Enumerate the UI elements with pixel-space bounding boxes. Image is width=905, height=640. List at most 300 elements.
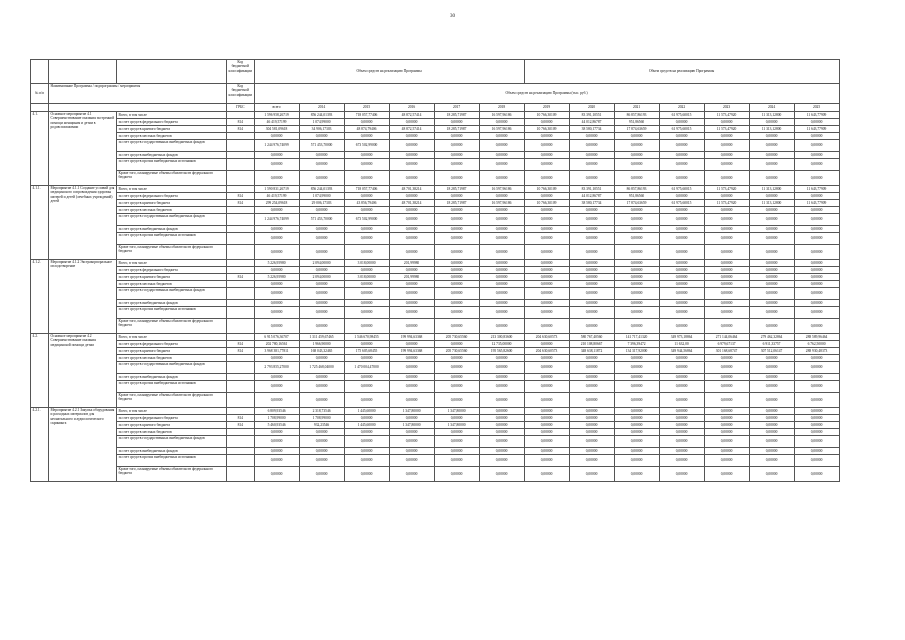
amount-cell: 0,00000 <box>524 408 569 415</box>
amount-cell: 0,00000 <box>389 448 434 455</box>
amount-cell: 0,00000 <box>524 207 569 214</box>
funding-source: за счет средств внебюджетных фондов <box>117 374 227 381</box>
amount-cell: 0,00000 <box>299 171 344 186</box>
amount-cell: 0,00000 <box>254 355 299 362</box>
amount-cell: 0,00000 <box>794 415 839 422</box>
grbs-code <box>227 393 255 408</box>
funding-source: за счет средств местных бюджетов <box>117 207 227 214</box>
grbs-code <box>227 408 255 415</box>
amount-cell: 0,00000 <box>704 408 749 415</box>
amount-cell: 3 018,00000 <box>344 274 389 281</box>
amount-cell: 0,00000 <box>344 171 389 186</box>
amount-cell: 0,00000 <box>794 448 839 455</box>
table-row <box>31 133 840 140</box>
amount-cell: 46 419,57199 <box>254 193 299 200</box>
amount-cell: 0,00000 <box>524 307 569 319</box>
amount-cell: 0,00000 <box>524 260 569 267</box>
grbs-code <box>227 429 255 436</box>
amount-cell: 0,00000 <box>614 152 659 159</box>
funding-source: за счет средств внебюджетных фондов <box>117 300 227 307</box>
amount-cell: 0,00000 <box>794 140 839 152</box>
amount-cell: 201,99980 <box>389 274 434 281</box>
amount-cell: 0,00000 <box>524 274 569 281</box>
amount-cell: 199 994,63368 <box>389 334 434 341</box>
amount-cell: 204 630,60573 <box>524 348 569 355</box>
amount-cell: 0,00000 <box>389 214 434 226</box>
amount-cell: 0,00000 <box>749 448 794 455</box>
amount-cell: 0,00000 <box>434 274 479 281</box>
amount-cell: 0,00000 <box>344 319 389 334</box>
amount-cell: 0,00000 <box>479 171 524 186</box>
amount-cell: 0,00000 <box>479 408 524 415</box>
table-row <box>31 300 840 307</box>
amount-cell: 0,00000 <box>749 374 794 381</box>
amount-cell: 0,00000 <box>794 408 839 415</box>
amount-cell: 48 874,79406 <box>344 126 389 133</box>
table-row <box>31 126 840 133</box>
funding-source: за счет средств государственных внебюджетных фондов <box>117 436 227 448</box>
table-row <box>31 467 840 482</box>
amount-cell: 168 043,32465 <box>299 348 344 355</box>
amount-cell: 0,00000 <box>434 152 479 159</box>
amount-cell: 0,00000 <box>749 408 794 415</box>
amount-cell: 10 766,30109 <box>524 200 569 207</box>
amount-cell: 43 856,79406 <box>344 200 389 207</box>
funding-source: Всего, в том числе <box>117 408 227 415</box>
amount-cell: 0,00000 <box>479 260 524 267</box>
amount-cell: 0,00000 <box>794 288 839 300</box>
amount-cell: 0,00000 <box>704 381 749 393</box>
amount-cell: 0,00000 <box>794 119 839 126</box>
amount-cell: 1 311 459,67465 <box>299 334 344 341</box>
item-number: 4.2. <box>31 334 49 408</box>
amount-cell: 0,00000 <box>704 300 749 307</box>
amount-cell: 0,00000 <box>524 159 569 171</box>
table-row <box>31 448 840 455</box>
amount-cell: 0,00000 <box>704 422 749 429</box>
amount-cell: 11 643,77909 <box>794 112 839 119</box>
amount-cell: 0,00000 <box>434 307 479 319</box>
amount-cell: 0,00000 <box>479 267 524 274</box>
amount-cell: 10 766,30109 <box>524 112 569 119</box>
amount-cell: 0,00000 <box>344 436 389 448</box>
amount-cell: 0,00000 <box>434 429 479 436</box>
amount-cell: 210 108,80667 <box>569 341 614 348</box>
amount-cell: 0,00000 <box>434 245 479 260</box>
amount-cell: 0,00000 <box>344 307 389 319</box>
amount-cell: 0,00000 <box>479 429 524 436</box>
amount-cell: 0,00000 <box>524 422 569 429</box>
amount-cell: 0,00000 <box>344 159 389 171</box>
funding-source: за счет средств местных бюджетов <box>117 429 227 436</box>
amount-cell: 0,00000 <box>389 171 434 186</box>
amount-cell: 307 512,06147 <box>749 348 794 355</box>
amount-cell: 0,00000 <box>749 226 794 233</box>
amount-cell: 0,00000 <box>434 214 479 226</box>
amount-cell: 18 285,71987 <box>434 200 479 207</box>
amount-cell: 175 605,68455 <box>344 348 389 355</box>
grbs-code <box>227 448 255 455</box>
amount-cell: 0,00000 <box>614 245 659 260</box>
amount-cell: 304 581,09618 <box>254 126 299 133</box>
amount-cell: 0,00000 <box>389 226 434 233</box>
amount-cell: 0,00000 <box>794 381 839 393</box>
amount-cell: 0,00000 <box>434 193 479 200</box>
amount-cell: 0,00000 <box>479 415 524 422</box>
amount-cell: 0,00000 <box>344 415 389 422</box>
amount-cell: 0,00000 <box>389 207 434 214</box>
amount-cell: 0,00000 <box>299 355 344 362</box>
amount-cell: 18 285,71987 <box>434 186 479 193</box>
amount-cell: 0,00000 <box>704 436 749 448</box>
table-row <box>31 152 840 159</box>
amount-cell: 0,00000 <box>524 467 569 482</box>
amount-cell: 1 074,99000 <box>299 193 344 200</box>
table-row <box>31 355 840 362</box>
amount-cell: 1 966,90000 <box>299 341 344 348</box>
amount-cell: 0,00000 <box>614 381 659 393</box>
grbs-code: 814 <box>227 348 255 355</box>
amount-cell: 0,00000 <box>794 429 839 436</box>
amount-cell: 0,00000 <box>659 374 704 381</box>
amount-cell: 61 975,60015 <box>659 200 704 207</box>
amount-cell: 11 573,47920 <box>704 112 749 119</box>
table-row <box>31 288 840 300</box>
amount-cell: 0,00000 <box>344 267 389 274</box>
funding-source: за счет средств внебюджетных фондов <box>117 226 227 233</box>
amount-cell: 0,00000 <box>704 133 749 140</box>
amount-cell: 0,00000 <box>659 274 704 281</box>
grbs-code: 814 <box>227 415 255 422</box>
amount-cell: 0,00000 <box>749 260 794 267</box>
grbs-code: 814 <box>227 193 255 200</box>
table-row <box>31 159 840 171</box>
amount-cell: 0,00000 <box>614 300 659 307</box>
item-name: Мероприятие 4.1.2 Экстракорпоральное оплодотворение <box>49 260 117 334</box>
budget-table <box>30 59 840 482</box>
amount-cell: 0,00000 <box>389 355 434 362</box>
amount-cell: 0,00000 <box>749 152 794 159</box>
amount-cell: 0,00000 <box>389 300 434 307</box>
table-row <box>31 381 840 393</box>
table-row <box>31 245 840 260</box>
amount-cell: 61 975,60015 <box>659 112 704 119</box>
amount-cell: 0,00000 <box>704 455 749 467</box>
amount-cell: 6 979,67137 <box>704 341 749 348</box>
amount-cell: 0,00000 <box>569 260 614 267</box>
amount-cell: 141 717,41320 <box>614 334 659 341</box>
amount-cell: 0,00000 <box>524 233 569 245</box>
funding-source: за счет средств государственных внебюджетных фондов <box>117 288 227 300</box>
funding-source: за счет средств федерального бюджета <box>117 193 227 200</box>
amount-cell: 0,00000 <box>614 233 659 245</box>
table-row <box>31 348 840 355</box>
amount-cell: 0,00000 <box>299 133 344 140</box>
amount-cell: 11 573,47920 <box>704 186 749 193</box>
amount-cell: 0,00000 <box>389 140 434 152</box>
header-row-years <box>31 104 840 112</box>
amount-cell: 18 285,71987 <box>434 112 479 119</box>
amount-cell: 0,00000 <box>479 355 524 362</box>
amount-cell: 0,00000 <box>659 455 704 467</box>
amount-cell: 0,00000 <box>749 140 794 152</box>
amount-cell: 0,00000 <box>344 133 389 140</box>
amount-cell: 0,00000 <box>614 467 659 482</box>
amount-cell: 0,00000 <box>344 355 389 362</box>
amount-cell: 0,00000 <box>524 319 569 334</box>
amount-cell: 0,00000 <box>524 119 569 126</box>
amount-cell: 0,00000 <box>659 436 704 448</box>
amount-cell: 0,00000 <box>299 381 344 393</box>
amount-cell: 0,00000 <box>389 281 434 288</box>
amount-cell: 1 445,60000 <box>344 408 389 415</box>
amount-cell: 0,00000 <box>524 393 569 408</box>
amount-cell: 348 638,11872 <box>569 348 614 355</box>
amount-cell: 271 144,06464 <box>704 334 749 341</box>
grbs-code <box>227 233 255 245</box>
table-row <box>31 415 840 422</box>
amount-cell: 0,00000 <box>479 159 524 171</box>
amount-cell: 0,00000 <box>524 362 569 374</box>
amount-cell: 0,00000 <box>299 226 344 233</box>
amount-cell: 0,00000 <box>659 307 704 319</box>
funding-source: Кроме того, планируемые объемы обязательств федерального бюджета <box>117 393 227 408</box>
code-label-mid: Код бюджетной классификации <box>227 84 255 104</box>
funding-source: за счет средств государственных внебюджетных фондов <box>117 140 227 152</box>
amount-cell: 195 565,82600 <box>479 348 524 355</box>
amount-cell: 0,00000 <box>749 429 794 436</box>
amount-cell: 0,00000 <box>794 374 839 381</box>
amount-cell: 1 470 004,47000 <box>344 362 389 374</box>
year-header: 2019 <box>524 104 569 112</box>
amount-cell: 0,00000 <box>479 467 524 482</box>
amount-cell: 0,00000 <box>479 207 524 214</box>
amount-cell: 0,00000 <box>659 159 704 171</box>
amount-cell: 0,00000 <box>344 341 389 348</box>
grbs-code <box>227 288 255 300</box>
amount-cell: 0,00000 <box>659 393 704 408</box>
amount-cell: 0,00000 <box>749 467 794 482</box>
year-header: 2020 <box>569 104 614 112</box>
amount-cell: 0,00000 <box>524 374 569 381</box>
amount-cell: 0,00000 <box>434 207 479 214</box>
amount-cell: 0,00000 <box>434 362 479 374</box>
amount-cell: 0,00000 <box>659 319 704 334</box>
grbs-code <box>227 159 255 171</box>
table-row <box>31 455 840 467</box>
amount-cell: 0,00000 <box>614 133 659 140</box>
grbs-code <box>227 186 255 193</box>
amount-cell: 673 502,99000 <box>344 140 389 152</box>
amount-cell: 0,00000 <box>254 226 299 233</box>
amount-cell: 0,00000 <box>389 193 434 200</box>
table-row <box>31 408 840 415</box>
amount-cell: 0,00000 <box>614 307 659 319</box>
amount-cell: 0,00000 <box>389 436 434 448</box>
amount-cell: 0,00000 <box>389 119 434 126</box>
amount-cell: 0,00000 <box>434 140 479 152</box>
amount-cell: 0,00000 <box>749 393 794 408</box>
amount-cell: 0,00000 <box>749 159 794 171</box>
amount-cell: 0,00000 <box>659 381 704 393</box>
amount-cell: 0,00000 <box>254 429 299 436</box>
amount-cell: 0,00000 <box>389 152 434 159</box>
amount-cell: 0,00000 <box>569 374 614 381</box>
amount-cell: 0,00000 <box>434 119 479 126</box>
amount-cell: 0,00000 <box>659 467 704 482</box>
amount-cell: 0,00000 <box>569 429 614 436</box>
amount-cell: 0,00000 <box>344 288 389 300</box>
grbs-code <box>227 334 255 341</box>
amount-cell: 0,00000 <box>569 233 614 245</box>
amount-cell: 1 445,60000 <box>344 422 389 429</box>
amount-cell: 83 391,10551 <box>569 186 614 193</box>
amount-cell: 10 766,30109 <box>524 186 569 193</box>
amount-cell: 0,00000 <box>254 307 299 319</box>
amount-cell: 0,00000 <box>254 171 299 186</box>
amount-cell: 0,00000 <box>704 245 749 260</box>
amount-cell: 0,00000 <box>524 281 569 288</box>
amount-cell: 0,00000 <box>389 455 434 467</box>
funding-source: за счет средств внебюджетных фондов <box>117 152 227 159</box>
amount-cell: 0,00000 <box>659 288 704 300</box>
amount-cell: 3 018,00000 <box>344 260 389 267</box>
amount-cell: 0,00000 <box>254 381 299 393</box>
amount-cell: 0,00000 <box>614 267 659 274</box>
amount-cell: 0,00000 <box>749 267 794 274</box>
amount-cell: 0,00000 <box>569 467 614 482</box>
amount-cell: 0,00000 <box>659 152 704 159</box>
grbs-code <box>227 133 255 140</box>
amount-cell: 48 701,38214 <box>389 200 434 207</box>
year-header: 2018 <box>479 104 524 112</box>
amount-cell: 86 857,86193 <box>614 112 659 119</box>
amount-cell: 0,00000 <box>614 319 659 334</box>
amount-cell: 0,00000 <box>434 415 479 422</box>
amount-cell: 0,00000 <box>434 171 479 186</box>
amount-cell: 0,00000 <box>659 233 704 245</box>
amount-cell: 0,00000 <box>479 307 524 319</box>
amount-cell: 0,00000 <box>749 362 794 374</box>
funding-source: Всего, в том числе <box>117 260 227 267</box>
amount-cell: 0,00000 <box>479 319 524 334</box>
amount-cell: 0,00000 <box>704 119 749 126</box>
year-header: 2014 <box>299 104 344 112</box>
amount-cell: 0,00000 <box>704 171 749 186</box>
table-row <box>31 334 840 341</box>
year-header: 2015 <box>344 104 389 112</box>
year-header: всего <box>254 104 299 112</box>
amount-cell: 0,00000 <box>254 233 299 245</box>
amount-cell: 0,00000 <box>794 159 839 171</box>
funding-source: за счет средств федерального бюджета <box>117 415 227 422</box>
amount-cell: 571 453,70000 <box>299 214 344 226</box>
table-row <box>31 307 840 319</box>
table-row <box>31 119 840 126</box>
amount-cell: 0,00000 <box>704 140 749 152</box>
amount-cell: 38 580,17734 <box>569 200 614 207</box>
amount-cell: 0,00000 <box>749 355 794 362</box>
amount-cell: 0,00000 <box>704 307 749 319</box>
amount-cell: 0,00000 <box>704 281 749 288</box>
amount-cell: 0,00000 <box>569 171 614 186</box>
amount-cell: 0,00000 <box>344 393 389 408</box>
amount-cell: 0,00000 <box>299 307 344 319</box>
year-header: 2022 <box>659 104 704 112</box>
amount-cell: 0,00000 <box>749 281 794 288</box>
amount-cell: 0,00000 <box>254 319 299 334</box>
amount-cell: 0,00000 <box>749 274 794 281</box>
amount-cell: 0,00000 <box>524 226 569 233</box>
amount-cell: 0,00000 <box>434 267 479 274</box>
funding-source: за счет средств краевого бюджета <box>117 126 227 133</box>
amount-cell: 0,00000 <box>704 448 749 455</box>
amount-cell: 0,00000 <box>749 422 794 429</box>
amount-cell: 0,00000 <box>794 422 839 429</box>
amount-cell: 0,00000 <box>479 214 524 226</box>
amount-cell: 205 730,65560 <box>434 348 479 355</box>
amount-cell: 856 244,01393 <box>299 112 344 119</box>
amount-cell: 0,00000 <box>479 133 524 140</box>
funding-source: за счет средств прочих внебюджетных источников <box>117 455 227 467</box>
amount-cell: 0,00000 <box>389 415 434 422</box>
amount-cell: 0,00000 <box>299 207 344 214</box>
table-row <box>31 233 840 245</box>
item-name: Мероприятие 4.2.1 Закупка оборудования и расходных материалов для неонатального и аудиологического скрининга <box>49 408 117 482</box>
amount-cell: 0,00000 <box>479 193 524 200</box>
amount-cell: 0,00000 <box>614 260 659 267</box>
amount-cell: 951,86560 <box>614 119 659 126</box>
amount-cell: 279 462,32864 <box>749 334 794 341</box>
amount-cell: 0,00000 <box>704 214 749 226</box>
amount-cell: 0,00000 <box>614 455 659 467</box>
amount-cell: 0,00000 <box>434 455 479 467</box>
year-header: 2017 <box>434 104 479 112</box>
amount-cell: 0,00000 <box>434 381 479 393</box>
grbs-code <box>227 467 255 482</box>
amount-cell: 0,00000 <box>614 140 659 152</box>
amount-cell: 0,00000 <box>659 422 704 429</box>
amount-cell: 0,00000 <box>794 467 839 482</box>
funding-source: за счет средств прочих внебюджетных источников <box>117 233 227 245</box>
amount-cell: 288 589,96464 <box>794 334 839 341</box>
amount-cell: 5 460,93546 <box>254 422 299 429</box>
amount-cell: 38 580,17734 <box>569 126 614 133</box>
amount-cell: 0,00000 <box>524 355 569 362</box>
grbs-code <box>227 260 255 267</box>
amount-cell: 1 546 670,98455 <box>344 334 389 341</box>
amount-cell: 0,00000 <box>794 133 839 140</box>
amount-cell: 0,00000 <box>569 362 614 374</box>
amount-cell: 0,00000 <box>659 245 704 260</box>
amount-cell: 0,00000 <box>524 140 569 152</box>
amount-cell: 0,00000 <box>344 374 389 381</box>
table-row <box>31 319 840 334</box>
amount-cell: 0,00000 <box>479 436 524 448</box>
amount-cell: 0,00000 <box>569 281 614 288</box>
amount-cell: 0,00000 <box>254 374 299 381</box>
name-header: Наименование Программы / подпрограммы / мероприятия <box>49 84 227 104</box>
amount-cell: 0,00000 <box>569 393 614 408</box>
amount-cell: 44 012,86787 <box>569 119 614 126</box>
amount-cell: 0,00000 <box>704 374 749 381</box>
funding-source: за счет средств местных бюджетов <box>117 355 227 362</box>
amount-cell: 0,00000 <box>794 455 839 467</box>
amount-cell: 0,00000 <box>299 319 344 334</box>
amount-cell: 0,00000 <box>614 393 659 408</box>
amount-cell: 11 643,77909 <box>794 186 839 193</box>
amount-cell: 0,00000 <box>704 362 749 374</box>
